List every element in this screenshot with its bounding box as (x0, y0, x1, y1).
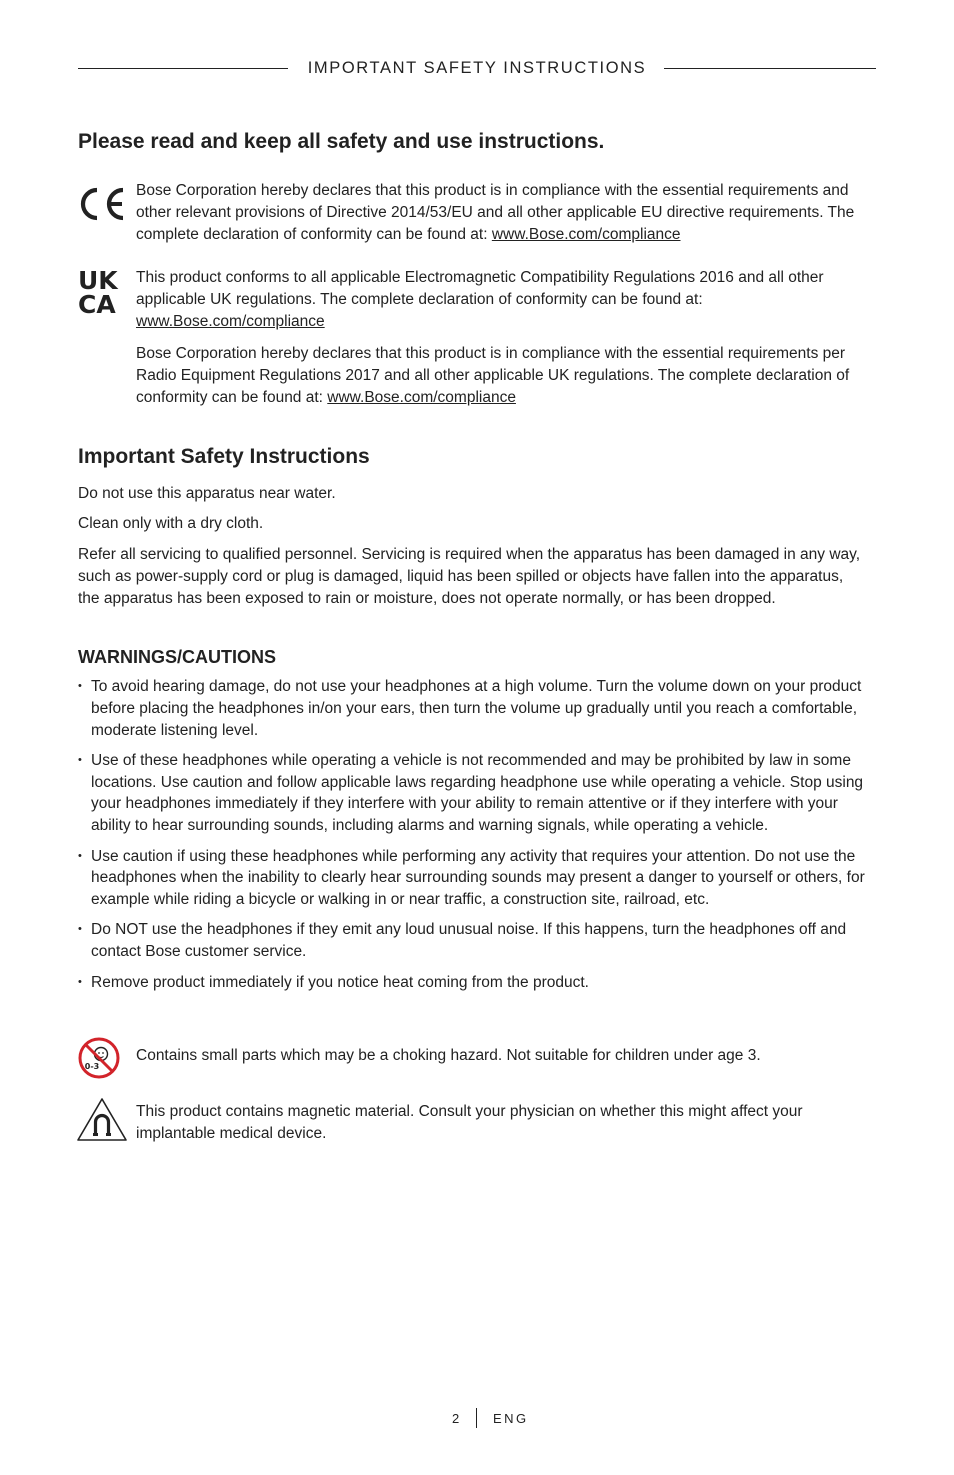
magnet-warning-icon (76, 1096, 128, 1142)
warning-item: • Do NOT use the headphones if they emit any loud unusual noise. If this happens, turn the headphones off and contact Bose customer service. (78, 919, 876, 963)
ukca-mark-icon (78, 266, 128, 319)
ukca-radio-declaration (136, 343, 871, 408)
header-title: IMPORTANT SAFETY INSTRUCTIONS (307, 59, 647, 77)
ukca-emc-declaration (136, 267, 871, 332)
ce-declaration-text: Bose Corporation hereby declares that this product is in compliance with the essential requirements and other relevant provisions of Directive 2014/53/EU and all other applicable EU directive requirements. The complete declaration of conformity can be found at: (136, 182, 855, 243)
warning-item: • Remove product immediately if you notice heat coming from the product. (78, 972, 876, 994)
safety-water: Do not use this apparatus near water. (78, 485, 336, 502)
magnet-warning-text: This product contains magnetic material. Consult your physician on whether this might affect your implantable medical device. (136, 1103, 803, 1142)
footer-divider (476, 1408, 477, 1428)
ukca-emc-compliance-link[interactable]: www.Bose.com/compliance (136, 312, 325, 330)
page-footer (0, 1408, 954, 1430)
choking-age-label: 0-3 (84, 1062, 100, 1071)
safety-clean: Clean only with a dry cloth. (78, 515, 264, 532)
page-number: 2 (452, 1411, 460, 1426)
warning-item: • Use caution if using these headphones while performing any activity that requires your attention. Do not use the headphones when the inability to clearly hear surrounding sounds may present a danger to yourself or others, for example while riding a bicycle or walking in or near traffic, a construction site, railroad, etc. (78, 846, 876, 911)
ukca-logo-line2: CA (78, 290, 116, 319)
choking-hazard-text: Contains small parts which may be a choking hazard. Not suitable for children under age 3. (136, 1047, 761, 1064)
warning-item: • Use of these headphones while operating a vehicle is not recommended and may be prohibited by law in some locations. Use caution and follow applicable laws regarding headphone use while operating a vehicle. Stop using your headphones immediately if they interfere with your ability to remain attentive or if they interfere with your ability to hear surrounding sounds, including alarms and warning signals, while operating a vehicle. (78, 750, 876, 837)
warning-item: • To avoid hearing damage, do not use your headphones at a high volume. Turn the volume down on your product before placing the headphones in/on your ears, then turn the volume up gradually until you reach a comfortable, moderate listening level. (78, 676, 876, 741)
intro-heading: Please read and keep all safety and use instructions. (78, 130, 605, 153)
safety-heading: Important Safety Instructions (78, 445, 370, 468)
ukca-radio-text: Bose Corporation hereby declares that this product is in compliance with the essential requirements per Radio Equipment Regulations 2017 and all other applicable UK regulations. The complete declaration of conformity can be found at: (136, 345, 850, 406)
page-header (78, 58, 876, 78)
ce-compliance-link[interactable]: www.Bose.com/compliance (491, 225, 681, 243)
header-rule-right (664, 68, 876, 69)
language-label: ENG (493, 1411, 529, 1426)
choking-hazard-icon (78, 1037, 120, 1079)
ukca-radio-compliance-link[interactable]: www.Bose.com/compliance (327, 388, 516, 406)
ukca-logo-line1: UK (78, 266, 118, 295)
safety-servicing: Refer all servicing to qualified personnel. Servicing is required when the apparatus has been damaged in any way, such as power-supply cord or plug is damaged, liquid has been spilled or objects have fallen into the apparatus, the apparatus has been exposed to rain or moisture, does not operate normally, or has been dropped. (78, 546, 861, 607)
warnings-list (78, 676, 876, 1002)
ce-declaration (136, 180, 871, 245)
warnings-heading: WARNINGS/CAUTIONS (78, 647, 276, 667)
ukca-emc-text: This product conforms to all applicable Electromagnetic Compatibility Regulations 2016 and all other applicable UK regulations. The complete declaration of conformity can be found at: (136, 269, 824, 308)
ce-mark-icon (78, 186, 126, 222)
